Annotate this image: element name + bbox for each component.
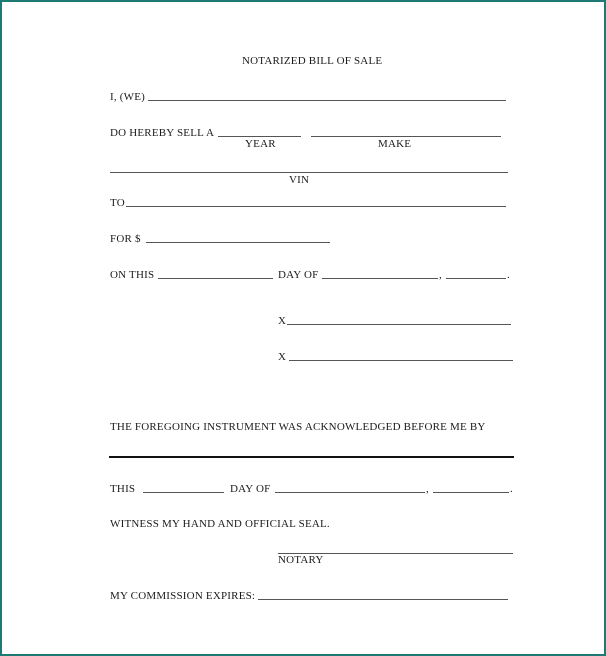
notary-period: . <box>510 483 513 495</box>
notary-comma: , <box>426 483 429 495</box>
sale-year-field[interactable] <box>446 278 506 279</box>
notary-month-field[interactable] <box>275 492 425 493</box>
witness-text: WITNESS MY HAND AND OFFICIAL SEAL. <box>110 518 330 530</box>
commission-expires-field[interactable] <box>258 599 508 600</box>
this-label: THIS <box>110 483 136 495</box>
year-field[interactable] <box>218 136 301 137</box>
day-of-label: DAY OF <box>278 269 319 281</box>
vin-field[interactable] <box>110 172 508 173</box>
buyer-label: TO <box>110 197 125 209</box>
sale-month-field[interactable] <box>322 278 438 279</box>
notary-label: NOTARY <box>278 554 324 566</box>
buyer-name-field[interactable] <box>126 206 506 207</box>
signature-line-2[interactable] <box>289 360 513 361</box>
seller-label: I, (WE) <box>110 91 145 103</box>
signature-line-1[interactable] <box>287 324 511 325</box>
vin-label: VIN <box>289 174 310 186</box>
acknowledgment-text: THE FOREGOING INSTRUMENT WAS ACKNOWLEDGED BEFORE ME BY <box>110 421 486 433</box>
notary-day-of-label: DAY OF <box>230 483 271 495</box>
price-field[interactable] <box>146 242 330 243</box>
notary-day-field[interactable] <box>143 492 224 493</box>
period: . <box>507 269 510 281</box>
signature-mark-2: X <box>278 351 287 363</box>
comma: , <box>439 269 442 281</box>
acknowledged-by-field[interactable] <box>109 456 514 458</box>
seller-name-field[interactable] <box>148 100 506 101</box>
document-title: NOTARIZED BILL OF SALE <box>242 55 383 67</box>
make-label: MAKE <box>378 138 412 150</box>
signature-mark-1: X <box>278 315 287 327</box>
sale-day-field[interactable] <box>158 278 273 279</box>
sell-label: DO HEREBY SELL A <box>110 127 215 139</box>
make-field[interactable] <box>311 136 501 137</box>
on-this-label: ON THIS <box>110 269 155 281</box>
year-label: YEAR <box>245 138 276 150</box>
notary-year-field[interactable] <box>433 492 509 493</box>
commission-label: MY COMMISSION EXPIRES: <box>110 590 256 602</box>
price-label: FOR $ <box>110 233 141 245</box>
